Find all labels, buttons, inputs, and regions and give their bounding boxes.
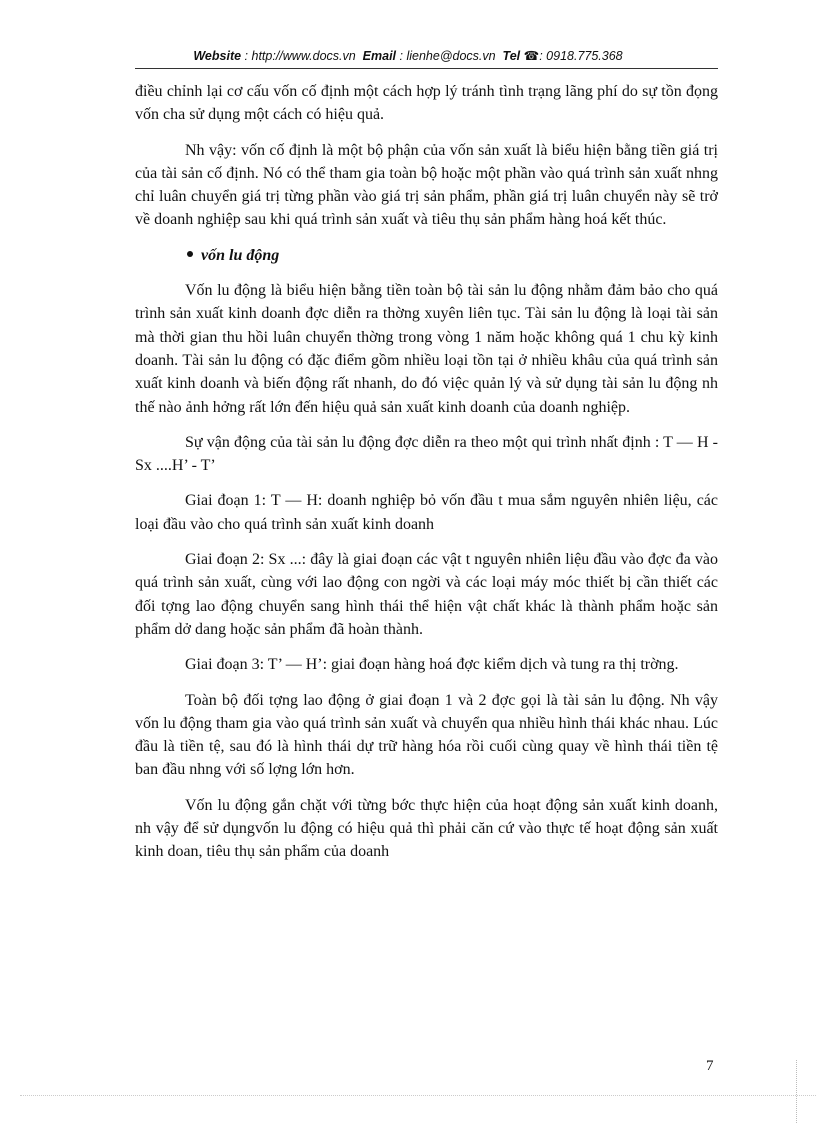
phone-icon: ☎ — [523, 49, 540, 63]
section-heading — [187, 244, 718, 267]
email-label: Email — [362, 49, 397, 63]
document-body — [135, 80, 718, 876]
paragraph: Sự vận động của tài sản lu động đợc diễn ra theo một qui trình nhất định : T — H - Sx ....H’ - T’ — [135, 433, 718, 475]
bullet-icon — [187, 251, 193, 257]
header-divider — [135, 68, 718, 69]
page-number: 7 — [706, 1058, 714, 1074]
website-value[interactable]: : http://www.docs.vn — [244, 49, 356, 63]
paragraph: Toàn bộ đối tợng lao động ở giai đoạn 1 và 2 đợc gọi là tài sản lu động. Nh vậy vốn lu động tham gia vào quá trình sản xuất và chuyển qua nhiều hình thái khác nhau. Lúc đầu là tiền tệ, sau đó là hình thái dự trữ hàng hóa rồi cuối cùng quay về hình thái tiền tệ ban đầu nhng với số lợng lớn hơn. — [135, 691, 718, 779]
paragraph: điều chỉnh lại cơ cấu vốn cố định một cách hợp lý tránh tình trạng lãng phí do sự tồn đọng vốn cha sử dụng một cách có hiệu quả. — [135, 83, 718, 124]
website-label: Website — [193, 49, 242, 63]
section-heading-text: vốn lu động — [201, 246, 280, 264]
page-header — [0, 48, 816, 63]
tel-value: : 0918.775.368 — [539, 49, 623, 63]
tel-label: Tel — [502, 49, 521, 63]
email-value[interactable]: : lienhe@docs.vn — [399, 49, 496, 63]
page-edge-marker — [796, 1060, 797, 1123]
paragraph: Giai đoạn 3: T’ — H’: giai đoạn hàng hoá đợc kiểm dịch và tung ra thị trờng. — [185, 656, 679, 674]
paragraph: Giai đoạn 2: Sx ...: đây là giai đoạn các vật t nguyên nhiên liệu đầu vào đợc đa vào quá trình sản xuất, cùng với lao động con ngời và các loại máy móc thiết bị cần thiết các đối tợng lao động chuyển sang hình thái thể hiện vật chất khác là thành phẩm hoặc sản phẩm dở dang hoặc sản phẩm đã hoàn thành. — [135, 551, 718, 638]
paragraph: Vốn lu động gắn chặt với từng bớc thực hiện của hoạt động sản xuất kinh doanh, nh vậy để sử dụngvốn lu động có hiệu quả thì phải căn cứ vào thực tế hoạt động sản xuất kinh doan, tiêu thụ sản phẩm của doanh — [135, 796, 718, 861]
paragraph: Giai đoạn 1: T — H: doanh nghiệp bỏ vốn đầu t mua sắm nguyên nhiên liệu, các loại đầu vào cho quá trình sản xuất kinh doanh — [135, 492, 718, 533]
paragraph: Vốn lu động là biểu hiện bằng tiền toàn bộ tài sản lu động nhằm đảm bảo cho quá trình sản xuất kinh doanh đợc diễn ra thờng xuyên liên tục. Tài sản lu động là loại tài sản mà thời gian thu hồi luân chuyển thờng trong vòng 1 năm hoặc không quá 1 chu kỳ kinh doanh. Tài sản lu động có đặc điểm gồm nhiều loại tồn tại ở nhiều khâu của quá trình sản xuất kinh doanh và biến động rất nhanh, do đó việc quản lý và sử dụng tài sản lu động nh thế nào ảnh hởng rất lớn đến hiệu quả sản xuất kinh doanh của doanh nghiệp. — [135, 282, 718, 416]
paragraph: Nh vậy: vốn cố định là một bộ phận của vốn sản xuất là biểu hiện bằng tiền giá trị của tài sản cố định. Nó có thể tham gia toàn bộ hoặc một phần vào quá trình sản xuất nhng chỉ luân chuyển giá trị từng phần vào giá trị sản phẩm, phần giá trị luân chuyển này sẽ trở về doanh nghiệp sau khi quá trình sản xuất và tiêu thụ sản phẩm hàng hoá kết thúc. — [135, 141, 718, 229]
page-edge-marker — [20, 1095, 816, 1096]
